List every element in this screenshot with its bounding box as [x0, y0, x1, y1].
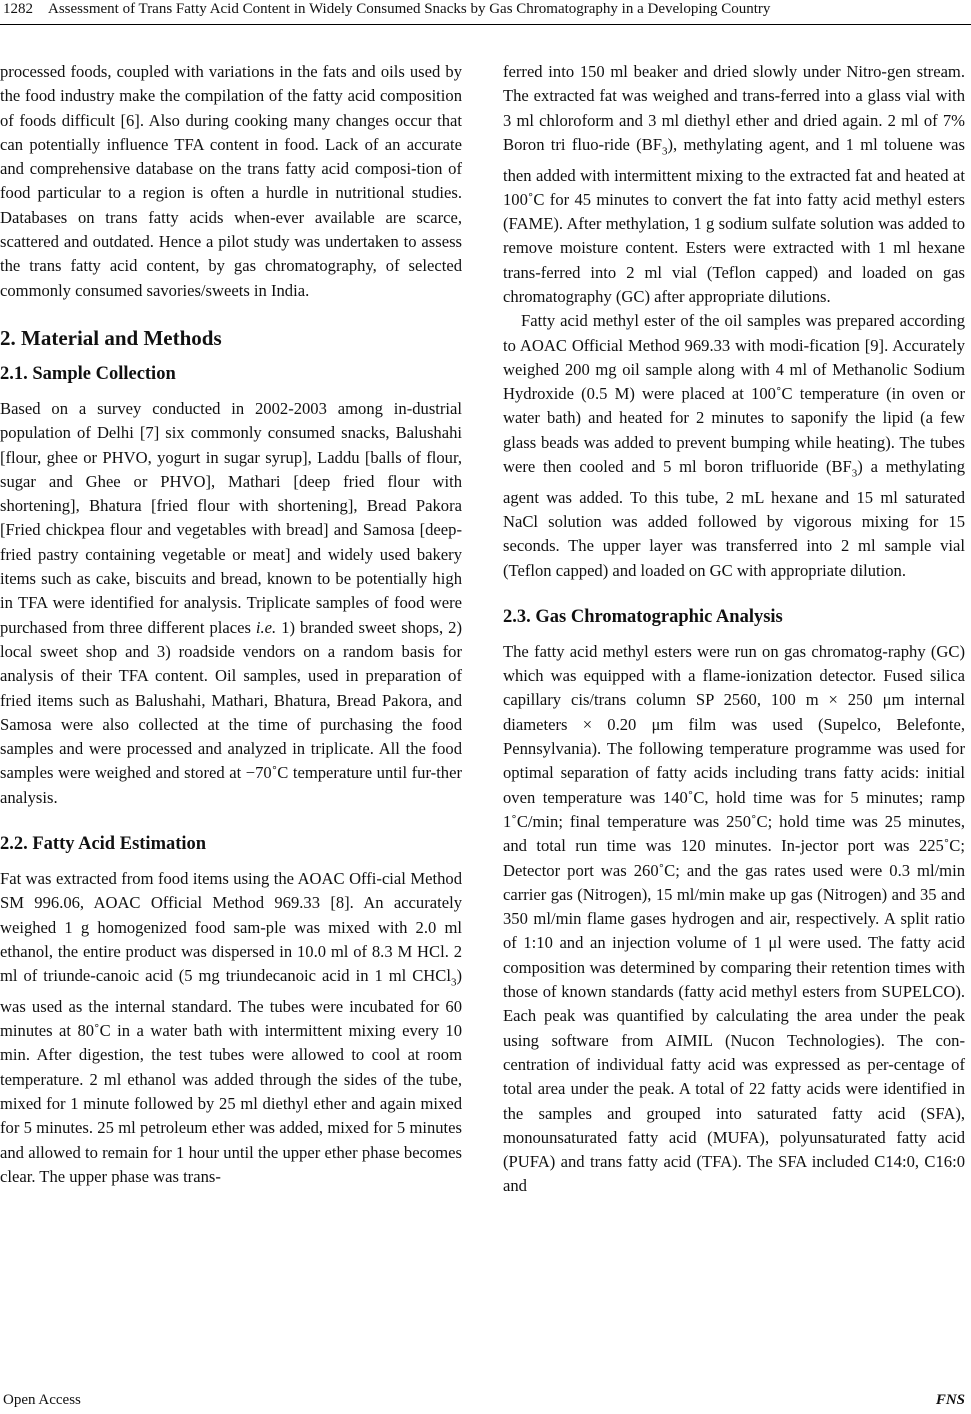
- oil-fame-paragraph: [503, 309, 965, 583]
- subsection-heading-gc-analysis: 2.3. Gas Chromatographic Analysis: [503, 606, 783, 627]
- paragraph-text: ferred into 150 ml beaker and dried slowly under Nitro-gen stream. The extracted fat was weighed and trans-ferred into a glass vial with 3 ml chloroform and 3 ml diethyl ether and dried again. 2 ml of 7% Boron tri fluo-ride (BF: [503, 62, 965, 154]
- paragraph-text: ), methylating agent, and 1 ml toluene was then added with intermittent mixing to the extracted fat and heated at 100˚C for 45 minutes to convert the fat into fatty acid methyl esters (FAME). After methylation, 1 g sodium sulfate solution was added to remove moisture content. Esters were extracted with 1 ml hexane trans-ferred into 2 ml vial (Teflon capped) and loaded on gas chromatography (GC) after appropriate dilutions.: [503, 134, 965, 306]
- running-title: Assessment of Trans Fatty Acid Content in Widely Consumed Snacks by Gas Chromatography in a Developing Country: [48, 1, 771, 17]
- page-number: 1282: [3, 1, 33, 17]
- section-heading-methods: 2. Material and Methods: [0, 325, 222, 350]
- paragraph-text: 1) branded sweet shops, 2) local sweet shop and 3) roadside vendors on a random basis for analysis of their TFA content. Oil samples, used in preparation of fried items such as Balushahi, Mathari, Bhatura, Bread Pakora, and Samosa were also collected at the time of purchasing the food samples and were processed and analyzed in triplicate. All the food samples were weighed and stored at −70˚C temperature until fur-ther analysis.: [0, 617, 462, 807]
- subsection-heading-sample-collection: 2.1. Sample Collection: [0, 363, 176, 384]
- header-rule: [0, 24, 971, 25]
- subscript: 3: [851, 467, 858, 480]
- subscript: 3: [450, 976, 457, 989]
- gc-analysis-paragraph: The fatty acid methyl esters were run on gas chromatog-raphy (GC) which was equipped with a flame-ionization detector. Fused silica capillary cis/trans column SP 2560, 100 m × 250 μm internal diameters × 0.20 μm film was used (Supelco, Belefonte, Pennsylvania). The following temperature programme was used for optimal separation of fatty acids including trans fatty acids: initial oven temperature was 140˚C, hold time was for 5 minutes; ramp 1˚C/min; final temperature was 250˚C; hold time was 25 minutes, and total run time was 120 minutes. In-jector port was 225˚C; Detector port was 260˚C; and the gas rates used were 0.3 ml/min carrier gas (Nitrogen), 15 ml/min make up gas (Nitrogen) and 35 and 350 ml/min flame gases hydrogen and air, respectively. A split ratio of 1:10 and an injection volume of 1 μl were used. The fatty acid composition was determined by comparing their retention times with those of known standards (fatty acid methyl esters from SUPELCO). Each peak was quantified by calculating the area under the peak using software from AIMIL (Nucon Technologies). The con-centration of individual fatty acid was expressed as per-centage of total area under the peak. A total of 22 fatty acids were identified in the samples and grouped into saturated fatty acid (SFA), monounsaturated fatty acid (MUFA), polyunsaturated fatty acid (PUFA) and trans fatty acid (TFA). The SFA included C14:0, C16:0 and: [503, 641, 965, 1196]
- paragraph-text: Fat was extracted from food items using the AOAC Offi-cial Method SM 996.06, AOAC Official Method 969.33 [8]. An accurately weighed 1 g homogenized food sam-ple was mixed with 2.0 ml ethanol, the entire product was dispersed in 10.0 ml of 8.3 M HCl. 2 ml of triunde-canoic acid (5 mg triundecanoic acid in 1 ml CHCl: [0, 869, 462, 986]
- page-header: [0, 0, 971, 22]
- open-access-label: Open Access: [3, 1392, 81, 1408]
- left-column: [0, 60, 462, 1189]
- right-column: [503, 60, 965, 1199]
- subsection-heading-fatty-acid-estimation: 2.2. Fatty Acid Estimation: [0, 834, 207, 855]
- sample-collection-paragraph: [0, 397, 462, 810]
- paragraph-text: Based on a survey conducted in 2002-2003 among in-dustrial population of Delhi [7] six commonly consumed snacks, Balushahi [flour, ghee or PHVO, yogurt in sugar syrup], Laddu [balls of flour, sugar and Ghee or PHVO], Mathari [deep fried flour with shortening], Bhatura [fried flour with shortening], Bread Pakora [Fried chickpea flour and vegetables with bread] and Samosa [deep-fried pastry containing vegetable or meat] and widely used bakery items such as cake, biscuits and bread, known to be potentially high in TFA were identified for analysis. Triplicate samples of food were purchased from three different places: [0, 398, 462, 637]
- journal-abbreviation: FNS: [935, 1392, 965, 1408]
- fat-extraction-paragraph: [0, 867, 462, 1189]
- paragraph-text: ) a methylating agent was added. To this tube, 2 mL hexane and 15 ml saturated NaCl solution was added followed by vigorous mixing for 15 seconds. The upper layer was transferred into 2 ml sample vial (Teflon capped) and loaded on GC with appropriate dilution.: [503, 457, 965, 580]
- paragraph-text: Fatty acid methyl ester of the oil samples was prepared according to AOAC Official Method 969.33 with modi-fication [9]. Accurately weighed 200 mg oil sample along with 4 ml of Methanolic Sodium Hydroxide (0.5 M) were placed at 100˚C temperature (in oven or water bath) and heated for 2 minutes to saponify the lipid (a few glass beads was added to prevent bumping while heating). The tubes were then cooled and 5 ml boron trifluoride (BF: [503, 311, 965, 477]
- subscript: 3: [662, 145, 668, 158]
- fat-extraction-continued-paragraph: [503, 60, 965, 309]
- intro-paragraph: processed foods, coupled with variations in the fats and oils used by the food industry make the compilation of the fatty acid composition of foods difficult [6]. Also during cooking many changes occur that can potentially influence TFA content in food. Lack of an accurate and comprehensive database on the trans fatty acid composi-tion of food particular to a region is often a hurdle in nutritional studies. Databases on trans fatty acids when-ever available are scarce, scattered and outdated. Hence a pilot study was undertaken to assess the trans fatty acid content, by gas chromatography, of selected commonly consumed savories/sweets in India.: [0, 62, 462, 300]
- paragraph-text: ) was used as the internal standard. The tubes were incubated for 60 minutes at 80˚C in a water bath with intermittent mixing every 10 min. After digestion, the test tubes were allowed to cool at room temperature. 2 ml ethanol was added through the sides of the tube, mixed for 1 minute followed by 25 ml diethyl ether and again mixed for 5 minutes. 25 ml petroleum ether was added, mixed for 5 minutes and allowed to remain for 1 hour until the upper ether phase becomes clear. The upper phase was trans-: [0, 966, 462, 1186]
- emphasis-text: i.e.: [255, 617, 277, 637]
